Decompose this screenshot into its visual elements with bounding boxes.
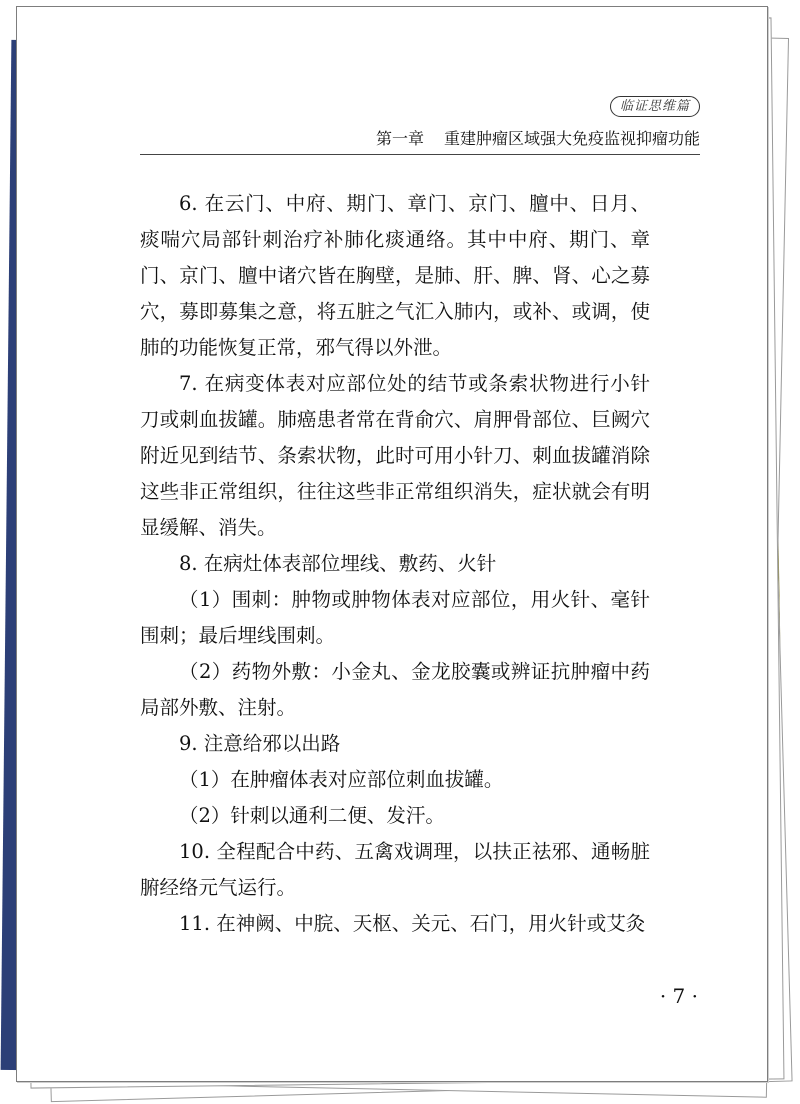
paragraph: 7. 在病变体表对应部位处的结节或条索状物进行小针刀或刺血拔罐。肺癌患者常在背俞穴、肩胛骨部位、巨阙穴附近见到结节、条索状物，此时可用小针刀、刺血拔罐消除这些非正常组织，往往这些非正常组织消失，症状就会有明显缓解、消失。: [140, 372, 650, 539]
body-text: [140, 186, 650, 942]
section-tag: 临证思维篇: [610, 96, 700, 117]
page-number: · 7 ·: [659, 984, 698, 1008]
paragraph: 8. 在病灶体表部位埋线、敷药、火针: [179, 552, 497, 575]
paragraph: 6. 在云门、中府、期门、章门、京门、膻中、日月、痰喘穴局部针刺治疗补肺化痰通络。其中中府、期门、章门、京门、膻中诸穴皆在胸壁，是肺、肝、脾、肾、心之募穴，募即募集之意，将五脏之气汇入肺内，或补、或调，使肺的功能恢复正常，邪气得以外泄。: [140, 192, 650, 359]
paragraph: 10. 全程配合中药、五禽戏调理，以扶正祛邪、通畅脏腑经络元气运行。: [140, 840, 650, 899]
paragraph: （2）针刺以通利二便、发汗。: [179, 804, 445, 827]
paragraph: （1）在肿瘤体表对应部位刺血拔罐。: [179, 768, 504, 791]
chapter-title: 重建肿瘤区域强大免疫监视抑瘤功能: [443, 129, 700, 148]
running-header: [376, 126, 700, 149]
paragraph: （1）围刺：肿物或肿物体表对应部位，用火针、毫针围刺；最后埋线围刺。: [140, 588, 650, 647]
paragraph: 11. 在神阙、中脘、天枢、关元、石门，用火针或艾灸: [179, 912, 646, 935]
header-rule: [140, 154, 700, 155]
paragraph: （2）药物外敷：小金丸、金龙胶囊或辨证抗肿瘤中药局部外敷、注射。: [140, 660, 650, 719]
paragraph: 9. 注意给邪以出路: [179, 732, 341, 755]
chapter-number: 第一章: [375, 129, 424, 148]
